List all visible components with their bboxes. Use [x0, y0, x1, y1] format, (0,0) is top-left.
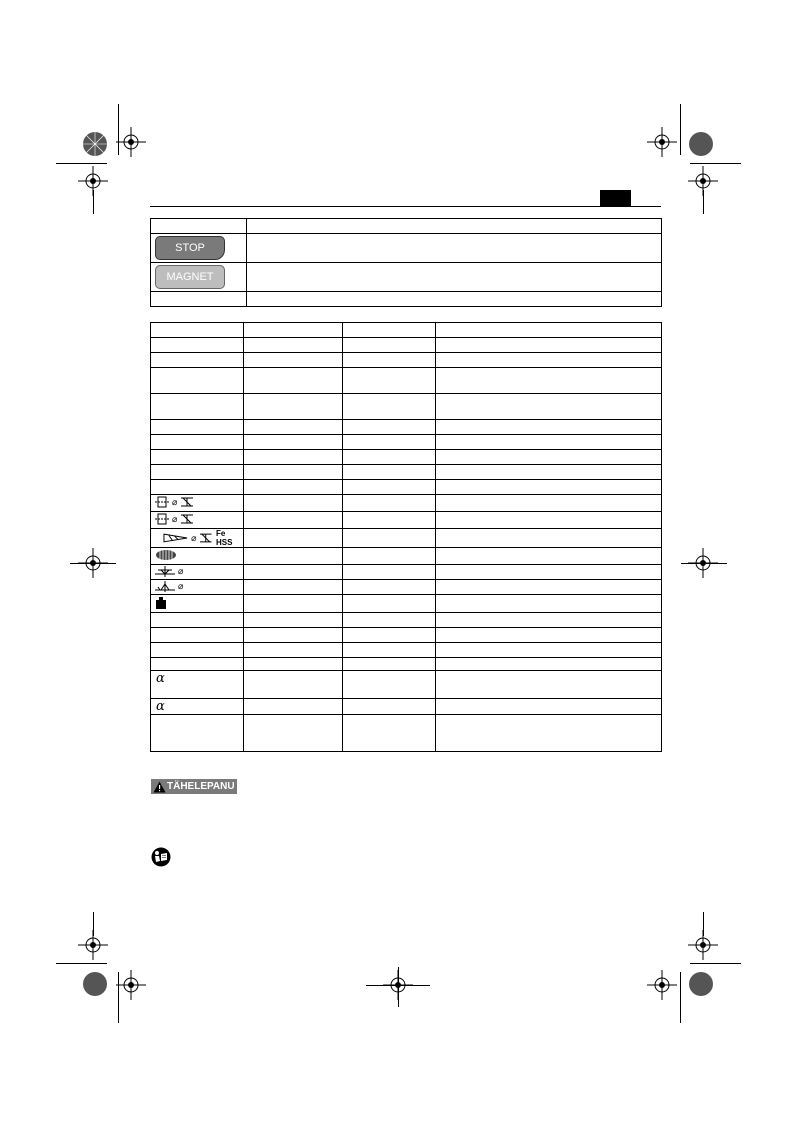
table-row — [151, 435, 662, 450]
diameter-symbol: ⌀ — [178, 565, 184, 576]
table-row — [151, 420, 662, 435]
table-row — [151, 643, 662, 658]
warning-text: TÄHELEPANU — [167, 781, 235, 792]
core-drill-steel-symbol — [151, 496, 194, 508]
steel-workpiece-icon — [180, 496, 194, 508]
table-row — [151, 580, 662, 595]
registration-mark — [116, 970, 146, 1000]
fe-hss-label: Fe HSS — [215, 529, 233, 547]
twist-drill-icon — [163, 533, 188, 543]
color-calibration-mark — [688, 131, 714, 157]
table-row — [151, 219, 662, 234]
reamer-icon — [155, 581, 175, 592]
weight-symbol — [151, 596, 167, 610]
warning-triangle-icon — [153, 781, 166, 793]
crop-mark — [118, 104, 119, 155]
crop-mark — [56, 163, 107, 164]
crop-mark — [681, 563, 727, 564]
crop-mark — [690, 163, 741, 164]
table-row — [151, 548, 662, 565]
diameter-symbol: ⌀ — [191, 532, 197, 543]
table-row — [151, 480, 662, 495]
crop-mark — [56, 963, 107, 964]
steel-workpiece-icon — [199, 532, 213, 544]
controls-table — [150, 218, 662, 307]
core-drill-icon — [155, 496, 169, 508]
crop-mark — [93, 912, 94, 936]
table-row — [151, 450, 662, 465]
diameter-symbol: ⌀ — [172, 513, 178, 524]
crop-mark — [690, 963, 741, 964]
color-calibration-mark — [82, 131, 108, 157]
registration-mark — [647, 127, 677, 157]
table-row — [151, 263, 662, 292]
table-row — [151, 234, 662, 263]
countersink-icon — [155, 566, 175, 577]
crop-mark — [398, 967, 399, 1007]
crop-mark — [680, 972, 681, 1023]
diameter-symbol: ⌀ — [172, 496, 178, 507]
table-row — [151, 495, 662, 512]
table-row — [151, 323, 662, 338]
table-row — [151, 394, 662, 420]
tap-thread-icon — [155, 549, 177, 561]
crop-mark — [93, 190, 94, 214]
table-row — [151, 512, 662, 529]
table-row — [151, 465, 662, 480]
registration-mark — [116, 127, 146, 157]
crop-mark — [703, 912, 704, 936]
stop-button[interactable]: STOP — [155, 236, 225, 260]
table-row — [151, 715, 662, 752]
table-row — [151, 699, 662, 715]
table-row — [151, 595, 662, 613]
vibration-alpha-symbol: α — [156, 671, 165, 686]
crop-mark — [118, 972, 119, 1023]
table-row — [151, 338, 662, 353]
read-manual-icon — [151, 847, 171, 867]
color-calibration-mark — [82, 971, 108, 997]
table-row — [151, 671, 662, 699]
table-row — [151, 292, 662, 307]
countersink-symbol — [151, 566, 183, 577]
core-drill-icon — [155, 513, 169, 525]
weight-icon — [155, 596, 167, 610]
reaming-symbol — [151, 581, 183, 592]
vibration-alpha-symbol: α — [156, 699, 165, 714]
core-drill-steel-symbol — [151, 513, 194, 525]
magnet-button[interactable]: MAGNET — [155, 265, 225, 289]
header-rule — [150, 206, 661, 207]
table-row — [151, 565, 662, 580]
table-row — [151, 529, 662, 548]
table-row — [151, 658, 662, 671]
crop-mark — [703, 190, 704, 214]
language-tab — [600, 190, 631, 206]
color-calibration-mark — [688, 971, 714, 997]
registration-mark — [647, 970, 677, 1000]
table-row — [151, 613, 662, 628]
table-row — [151, 353, 662, 368]
table-row — [151, 628, 662, 643]
table-row — [151, 368, 662, 394]
crop-mark — [680, 104, 681, 155]
twist-drill-symbol — [151, 529, 243, 547]
crop-mark — [70, 563, 116, 564]
diameter-symbol: ⌀ — [178, 580, 184, 591]
steel-workpiece-icon — [180, 513, 194, 525]
thread-symbol — [151, 549, 177, 561]
technical-data-table — [150, 322, 662, 752]
warning-label — [151, 779, 237, 794]
